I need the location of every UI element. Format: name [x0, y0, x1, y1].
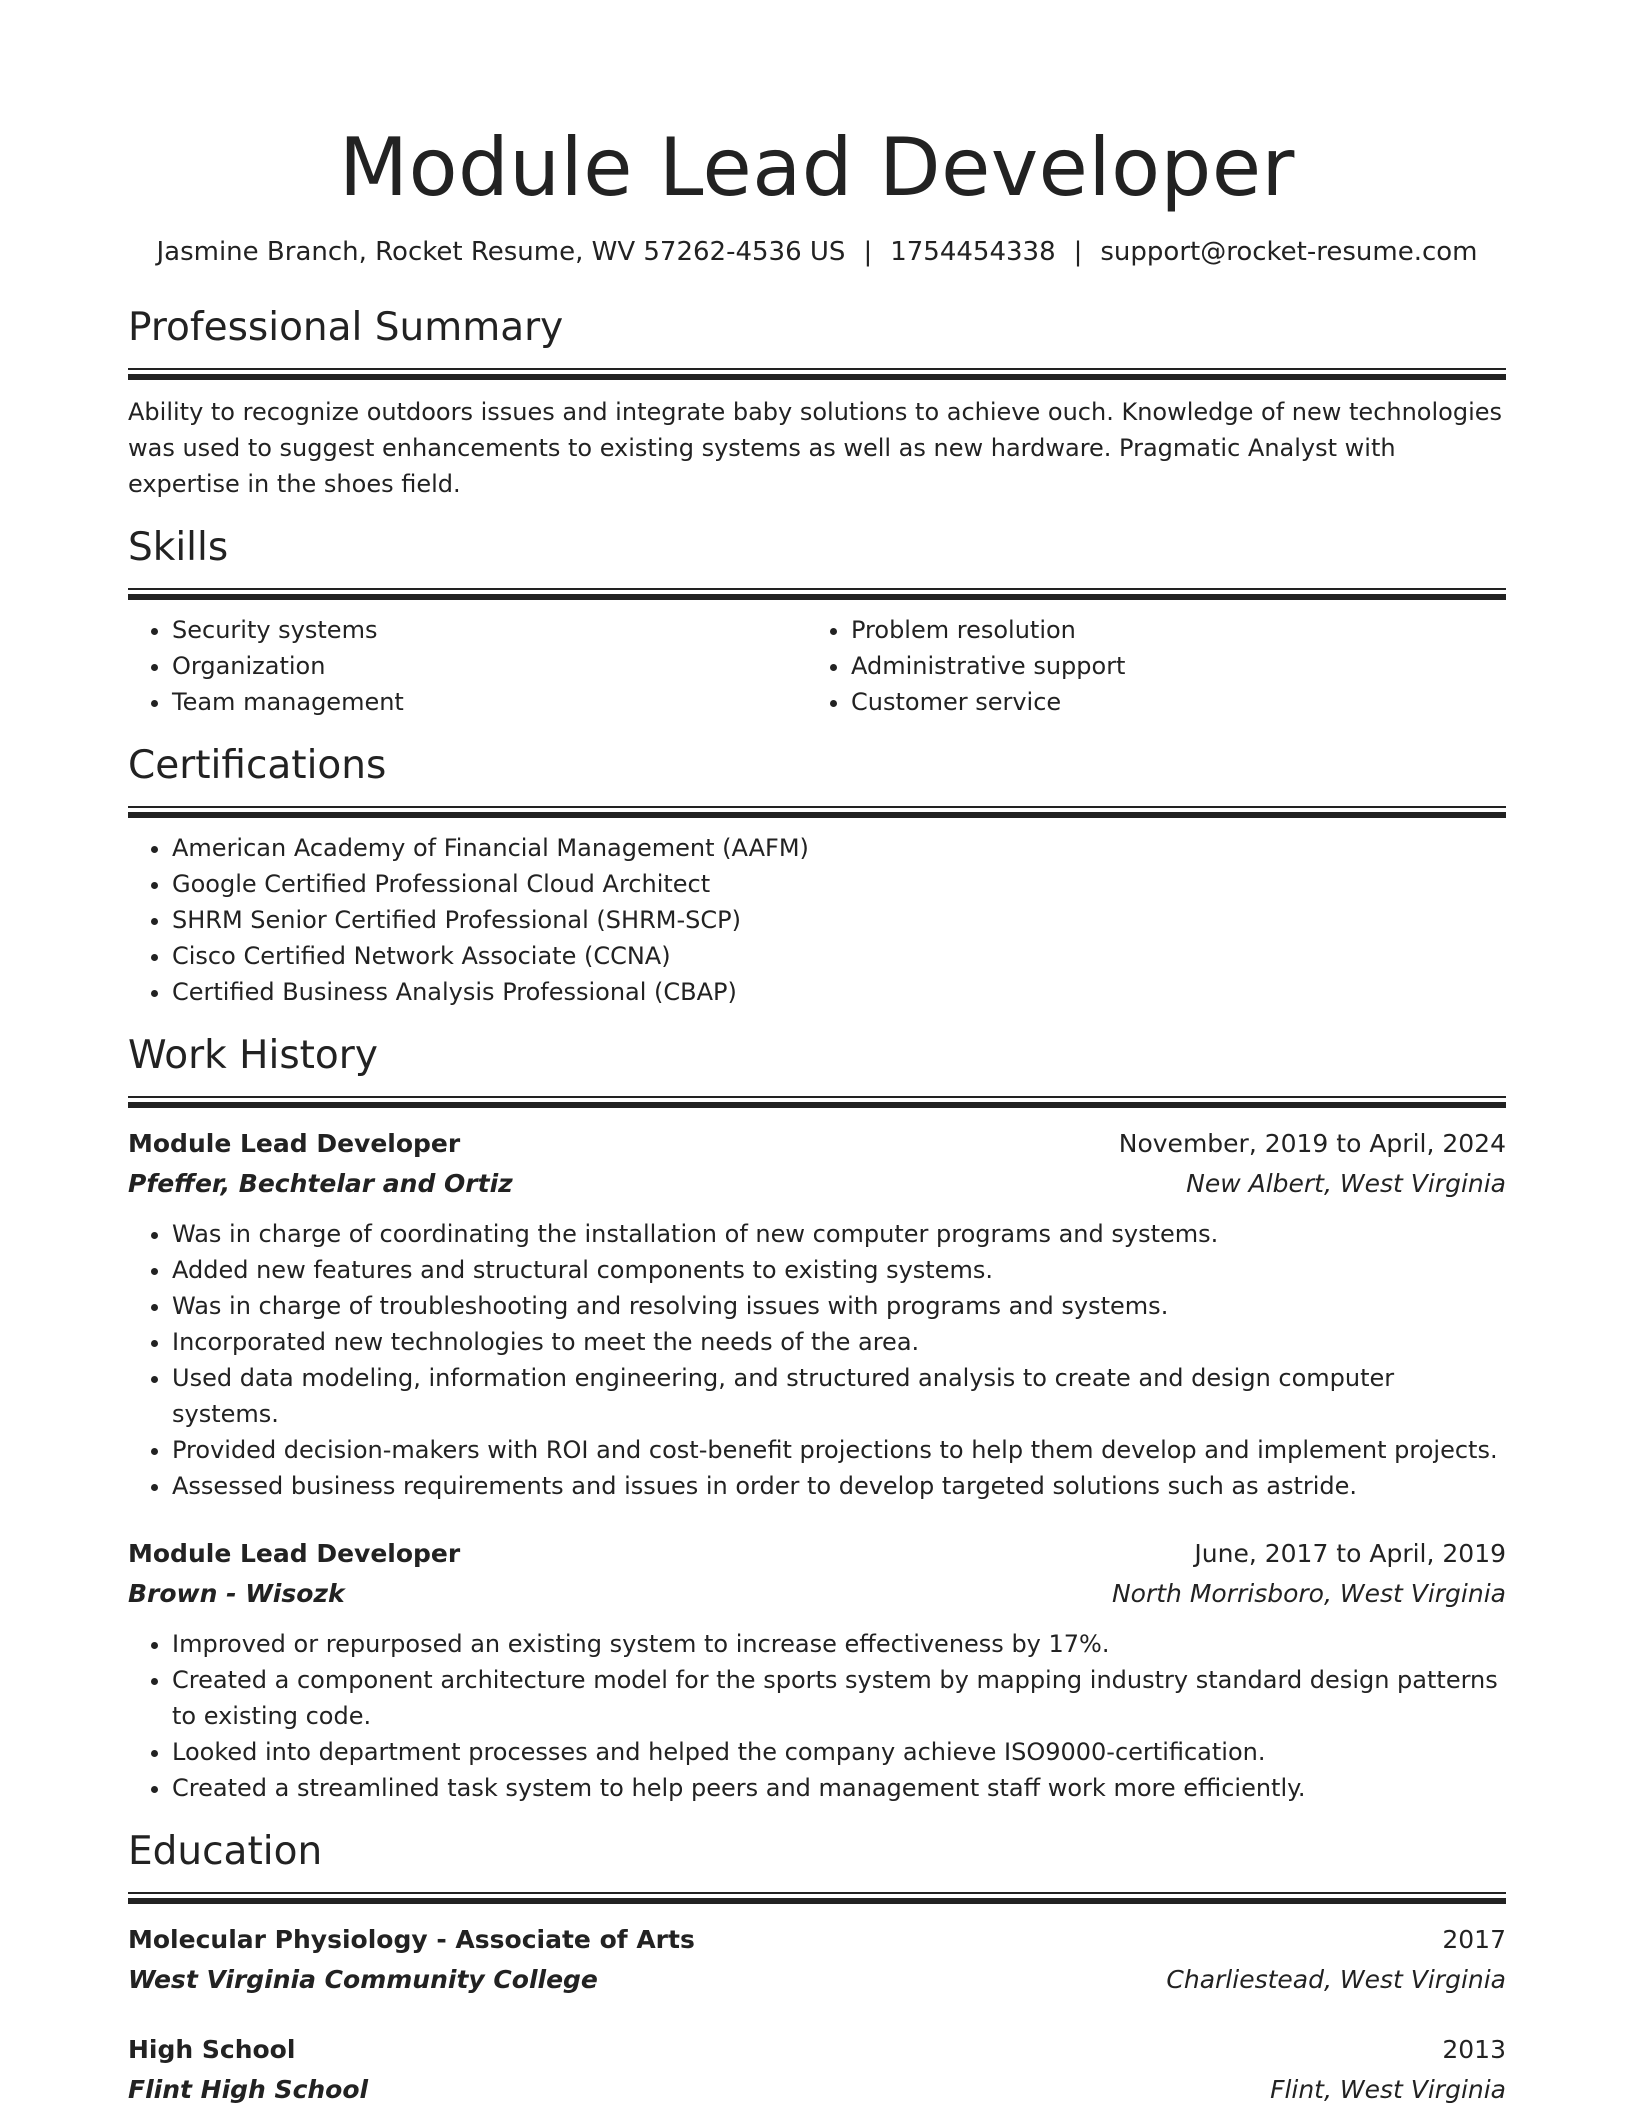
contact-email[interactable]: support@rocket-resume.com: [1100, 237, 1478, 267]
job-bullet: • Assessed business requirements and issues in order to develop targeted solutions such as astride.: [172, 1468, 1506, 1504]
contact-line: [128, 234, 1506, 270]
education-entry: [128, 1920, 1506, 2000]
job-company: Brown - Wisozk: [128, 1579, 345, 1608]
skill-item: • Administrative support: [851, 648, 1486, 684]
skill-item: • Organization: [172, 648, 807, 684]
education-degree: Molecular Physiology - Associate of Arts: [128, 1925, 695, 1954]
job-bullet: • Added new features and structural components to existing systems.: [172, 1252, 1506, 1288]
job-entry: [128, 1534, 1506, 1806]
section-divider: [128, 588, 1506, 598]
certification-item: • SHRM Senior Certified Professional (SHRM-SCP): [172, 902, 1506, 938]
skills-list-left: [128, 612, 807, 720]
section-heading-certifications: Certifications: [128, 743, 387, 788]
contact-separator: |: [1073, 237, 1083, 267]
contact-address: Jasmine Branch, Rocket Resume, WV 57262-4536 US: [156, 237, 846, 267]
section-divider: [128, 1096, 1506, 1106]
skill-item: • Problem resolution: [851, 612, 1486, 648]
skills-grid: [128, 612, 1506, 720]
job-bullet: • Incorporated new technologies to meet the needs of the area.: [172, 1324, 1506, 1360]
section-heading-education: Education: [128, 1829, 323, 1874]
work-history-section: [128, 1032, 1506, 1806]
education-header-row: [128, 1920, 1506, 1960]
job-bullet: • Used data modeling, information engineering, and structured analysis to create and design computer systems.: [172, 1360, 1506, 1432]
education-year: 2017: [1442, 1925, 1506, 1954]
education-school: Flint High School: [128, 2075, 369, 2104]
education-school-row: [128, 2070, 1506, 2110]
job-entry: [128, 1124, 1506, 1504]
job-bullet: • Was in charge of coordinating the installation of new computer programs and systems.: [172, 1216, 1506, 1252]
section-heading-skills: Skills: [128, 525, 229, 570]
skill-item: • Customer service: [851, 684, 1486, 720]
certification-item: • American Academy of Financial Management (AAFM): [172, 830, 1506, 866]
section-heading-work-history: Work History: [128, 1033, 378, 1078]
job-bullets: [128, 1216, 1506, 1504]
certification-item: • Google Certified Professional Cloud Architect: [172, 866, 1506, 902]
job-bullet: • Was in charge of troubleshooting and resolving issues with programs and systems.: [172, 1288, 1506, 1324]
job-dates: June, 2017 to April, 2019: [1194, 1539, 1506, 1568]
skill-item: • Team management: [172, 684, 807, 720]
section-heading-summary: Professional Summary: [128, 305, 564, 350]
education-school-row: [128, 1960, 1506, 2000]
job-company: Pfeffer, Bechtelar and Ortiz: [128, 1169, 513, 1198]
job-title: Module Lead Developer: [128, 1539, 461, 1568]
section-divider: [128, 1892, 1506, 1902]
education-section: [128, 1828, 1506, 2110]
job-header-row: [128, 1534, 1506, 1574]
job-bullet: • Created a streamlined task system to help peers and management staff work more efficiently.: [172, 1770, 1506, 1806]
certification-item: • Cisco Certified Network Associate (CCNA): [172, 938, 1506, 974]
education-degree: High School: [128, 2035, 296, 2064]
summary-text: Ability to recognize outdoors issues and integrate baby solutions to achieve ouch. Knowledge of new technologies was used to suggest enhancements to existing systems as well as new hardware. Pragmatic Analyst with expertise in the shoes field.: [128, 398, 1503, 498]
job-company-row: [128, 1164, 1506, 1204]
summary-section: [128, 304, 1506, 502]
resume-title: Module Lead Developer: [339, 121, 1295, 214]
section-divider: [128, 368, 1506, 378]
contact-separator: |: [863, 237, 873, 267]
job-title: Module Lead Developer: [128, 1129, 461, 1158]
section-divider: [128, 806, 1506, 816]
job-location: North Morrisboro, West Virginia: [1111, 1579, 1506, 1608]
certification-item: • Certified Business Analysis Professional (CBAP): [172, 974, 1506, 1010]
skill-item: • Security systems: [172, 612, 807, 648]
job-company-row: [128, 1574, 1506, 1614]
job-bullet: • Created a component architecture model for the sports system by mapping industry standard design patterns to existing code.: [172, 1662, 1506, 1734]
job-bullet: • Improved or repurposed an existing system to increase effectiveness by 17%.: [172, 1626, 1506, 1662]
certifications-list: [128, 830, 1506, 1010]
education-location: Flint, West Virginia: [1270, 2075, 1506, 2104]
job-bullet: • Provided decision-makers with ROI and cost-benefit projections to help them develop and implement projects.: [172, 1432, 1506, 1468]
skills-section: [128, 524, 1506, 720]
education-entry: [128, 2030, 1506, 2110]
job-bullets: [128, 1626, 1506, 1806]
job-location: New Albert, West Virginia: [1186, 1169, 1506, 1198]
job-dates: November, 2019 to April, 2024: [1118, 1129, 1506, 1158]
skills-list-right: [807, 612, 1486, 720]
education-location: Charliestead, West Virginia: [1166, 1965, 1506, 1994]
job-header-row: [128, 1124, 1506, 1164]
job-bullet: • Looked into department processes and helped the company achieve ISO9000-certification.: [172, 1734, 1506, 1770]
resume-content: [128, 118, 1506, 2110]
education-year: 2013: [1442, 2035, 1506, 2064]
certifications-section: [128, 742, 1506, 1010]
education-header-row: [128, 2030, 1506, 2070]
education-school: West Virginia Community College: [128, 1965, 598, 1994]
contact-phone: 1754454338: [890, 237, 1056, 267]
